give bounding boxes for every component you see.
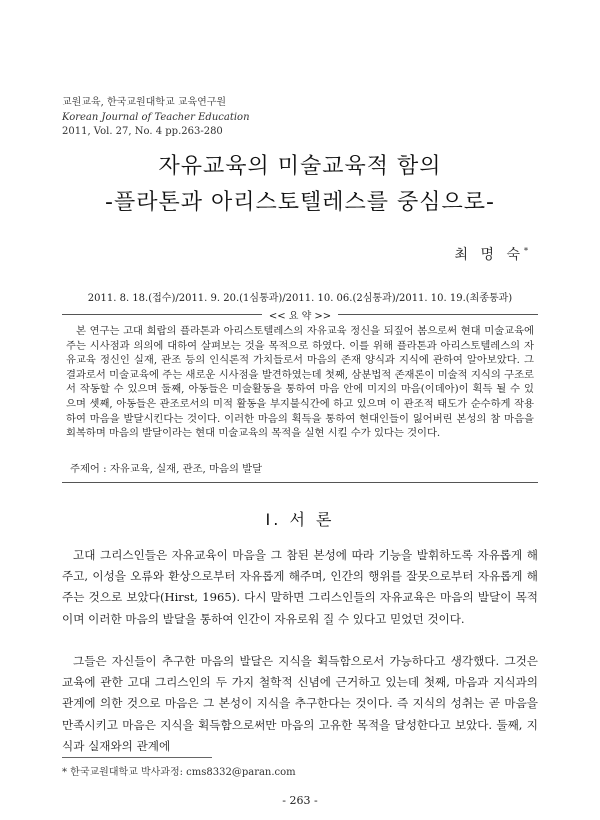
footnote-rule xyxy=(62,757,212,758)
author xyxy=(455,244,528,264)
journal-english-name: Korean Journal of Teacher Education xyxy=(62,111,250,123)
author-footnote-mark: * xyxy=(524,246,528,256)
abstract-heading xyxy=(62,306,538,322)
abstract-text: 본 연구는 고대 희랍의 플라톤과 아리스토텔레스의 자유교육 정신을 되짚어 봄으로써 현대 미술교육에 주는 시사점과 의의에 대하여 살펴보는 것을 목적으로 하였다. 이를 위해 플라톤과 아리스토텔레스의 자유교육 정신인 실재, 관조 등의 인식론적 가치들로서 마음의 존재 양식과 지식에 관하여 알아보았다. 그 결과로서 미술교육에 주는 새로운 시사점을 발견하였는데 첫째, 삼분법적 존재론이 미술적 지식의 구조로서 작동할 수 있으며 둘째, 아동들은 미술활동을 통하여 마음 안에 미지의 마음(이데아)이 획득 될 수 있으며 셋째, 아동들은 관조로서의 미적 활동을 부지불식간에 하고 있으며 이 관조적 태도가 순수하게 작용하여 마음을 발달시킨다는 것이다. 이러한 마음의 획득을 통하여 현대인들이 잃어버린 본성의 참 마음을 회복하며 마음의 발달이라는 현대 미술교육의 목적을 실현 시킬 수가 있다는 것이다. xyxy=(66,325,534,440)
footnote: * 한국교원대학교 박사과정: cms8332@paran.com xyxy=(62,767,296,778)
body-paragraph-1: 고대 그리스인들은 자유교육이 마음을 그 참된 본성에 따라 기능을 발휘하도록 자유롭게 해주고, 이성을 오류와 환상으로부터 자유롭게 해주며, 인간의 행위를 잘못으로부터 자유롭게 해주는 것으로 보았다(Hirst, 1965). 다시 말하면 그리스인들의 자유교육은 마음의 발달이 목적이며 이러한 마음의 발달을 통하여 인간이 자유로워 질 수 있다고 믿었던 것이다. xyxy=(62,548,538,626)
abstract-heading-label: << 요 약 >> xyxy=(268,311,332,322)
journal-info xyxy=(62,96,250,140)
journal-korean-name: 교원교육, 한국교원대학교 교육연구원 xyxy=(62,97,227,108)
paper-title: 자유교육의 미술교육적 함의 xyxy=(158,154,442,179)
body-paragraph-2: 그들은 자신들이 추구한 마음의 발달은 지식을 획득함으로서 가능하다고 생각했다. 그것은 교육에 관한 고대 그리스인의 두 가지 철학적 신념에 근거하고 있는데 첫째, 마음과 지식과의 관계에 의한 것으로 마음은 그 본성이 지식을 추구한다는 것이다. 즉 지식의 성취는 곧 마음을 만족시키고 마음은 지식을 획득함으로써만 마음의 고유한 목적을 달성한다고 보았다. 둘째, 지식과 실재와의 관계에 xyxy=(62,654,538,753)
abstract-divider-right xyxy=(338,314,538,315)
abstract-bottom-rule xyxy=(62,482,538,483)
paper-subtitle: -플라톤과 아리스토텔레스를 중심으로- xyxy=(105,190,495,215)
author-name: 최 명 숙 xyxy=(454,247,524,263)
page-number: - 263 - xyxy=(282,794,318,807)
section-heading: Ⅰ. 서 론 xyxy=(265,510,335,529)
review-dates: 2011. 8. 18.(접수)/2011. 9. 20.(1심통과)/2011. 10. 06.(2심통과)/2011. 10. 19.(최종통과) xyxy=(87,293,513,304)
keywords: 주제어 : 자유교육, 실재, 관조, 마음의 발달 xyxy=(70,463,263,475)
journal-volume: 2011, Vol. 27, No. 4 pp.263-280 xyxy=(62,126,223,137)
